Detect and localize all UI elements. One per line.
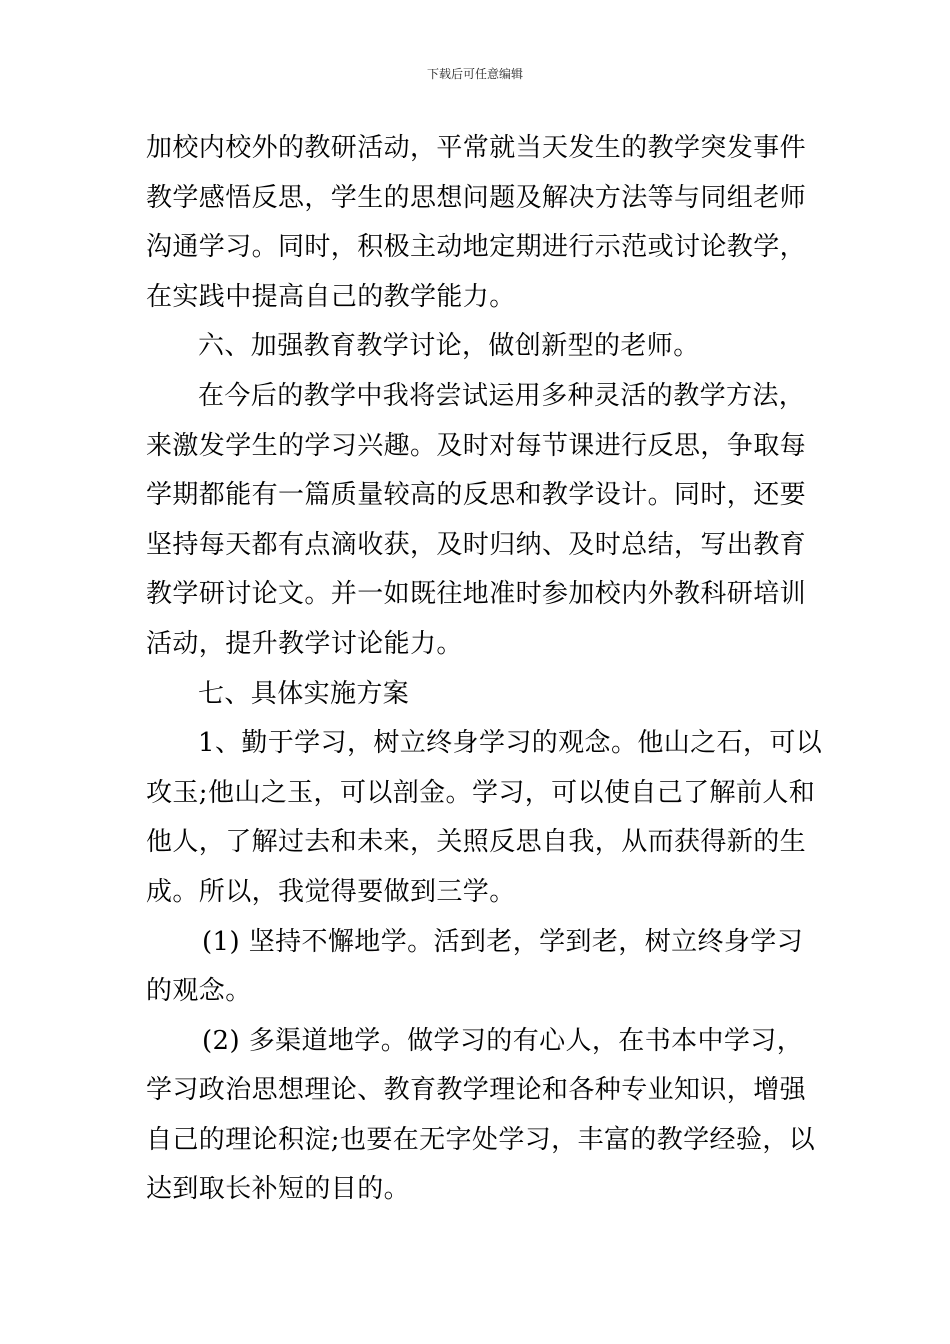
paragraph-line: 在今后的教学中我将尝试运用多种灵活的教学方法， <box>198 380 806 411</box>
list-item-line: 的观念。 <box>146 976 252 1007</box>
list-item-line: 达到取长补短的目的。 <box>146 1174 411 1205</box>
paragraph-line: 在实践中提高自己的教学能力。 <box>146 281 516 312</box>
section-heading: 七、具体实施方案 <box>198 678 410 709</box>
paragraph-line: 教学研讨论文。并一如既往地准时参加校内外教科研培训 <box>146 579 807 610</box>
paragraph-line: 教学感悟反思，学生的思想问题及解决方法等与同组老师 <box>146 182 807 213</box>
list-item-line: 学习政治思想理论、教育教学理论和各种专业知识，增强 <box>146 1075 807 1106</box>
paragraph-line: 来激发学生的学习兴趣。及时对每节课进行反思，争取每 <box>146 430 807 461</box>
paragraph-line: 他人，了解过去和未来，关照反思自我，从而获得新的生 <box>146 827 807 858</box>
paragraph-line: 1、勤于学习，树立终身学习的观念。他山之石，可以 <box>198 728 823 759</box>
paragraph-line: 坚持每天都有点滴收获，及时归纳、及时总结，写出教育 <box>146 529 807 560</box>
paragraph-line: 成。所以，我觉得要做到三学。 <box>146 876 516 907</box>
list-item-line: (2) 多渠道地学。做学习的有心人，在书本中学习， <box>202 1025 804 1056</box>
section-heading: 六、加强教育教学讨论，做创新型的老师。 <box>198 331 700 362</box>
paragraph-line: 活动，提升教学讨论能力。 <box>146 628 463 659</box>
page-header: 下载后可任意编辑 <box>426 67 523 81</box>
paragraph-line: 学期都能有一篇质量较高的反思和教学设计。同时，还要 <box>146 480 807 511</box>
list-item-line: 自己的理论积淀;也要在无字处学习，丰富的教学经验，以 <box>146 1124 816 1155</box>
paragraph-line: 攻玉;他山之玉，可以剖金。学习，可以使自己了解前人和 <box>146 777 816 808</box>
paragraph-line: 加校内校外的教研活动，平常就当天发生的教学突发事件 <box>146 133 807 163</box>
document-body <box>146 124 823 1215</box>
paragraph-line: 沟通学习。同时，积极主动地定期进行示范或讨论教学， <box>146 232 807 263</box>
list-item-line: (1) 坚持不懈地学。活到老，学到老，树立终身学习 <box>202 926 804 957</box>
